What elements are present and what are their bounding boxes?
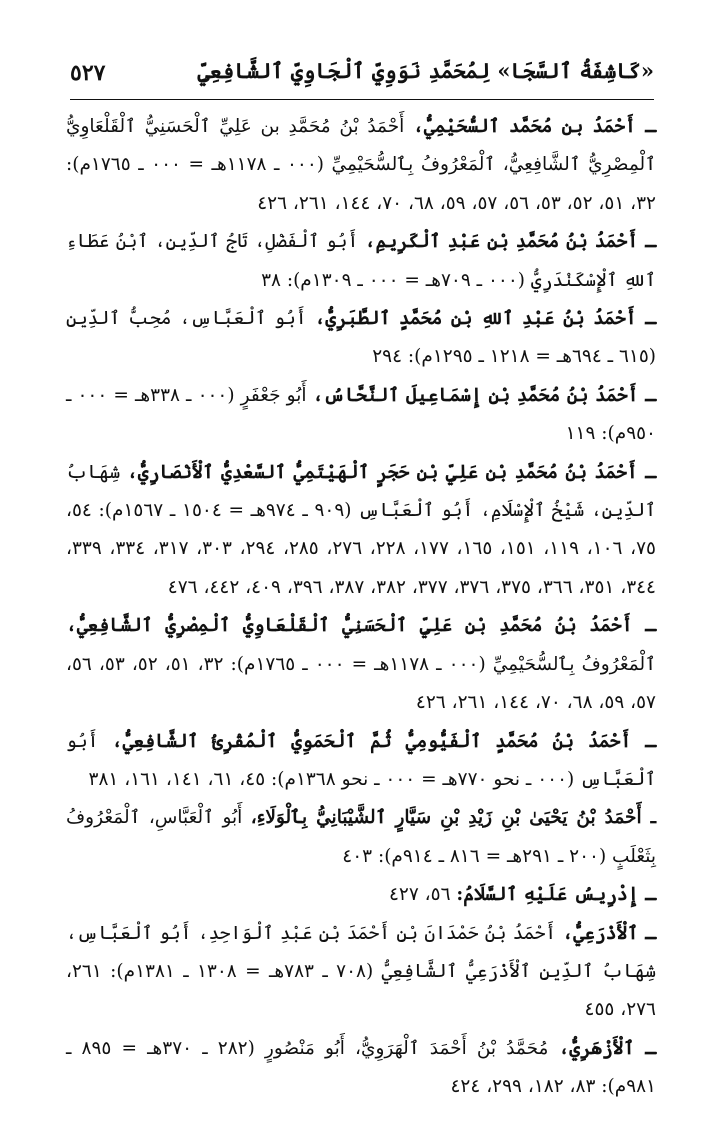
- entry-name: أَحْمَدُ بْنُ مُحَمَّدِ بْنِ إِسْمَاعِيلَ ٱلنَّحَّاسُ،: [312, 384, 639, 406]
- index-entry: ـ أَحْمَدُ بْنُ مُحَمَّدِ بْنِ عَلِيِّ ٱلْحَسَنِيُّ ٱلْقَلْعَاوِيُّ ٱلْمِصْرِيُّ ٱلشَّافِعِيُّ، ٱلْمَعْرُوفُ بِٱلسُّحَيْمِيِّ (٠٠٠ ـ ١١٧٨هـ = ٠٠٠ ـ ١٧٦٥م): ٣٢، ٥١، ٥٢، ٥٣، ٥٦، ٥٧، ٥٩، ٦٨، ٧٠، ١٤٤، ٢٦١، ٤٢٦: [66, 615, 657, 714]
- entry-text: ٥٦، ٤٢٧: [388, 884, 451, 906]
- index-entry: ـ ٱلْأَزْهَرِيُّ، مُحَمَّدُ بْنُ أَحْمَدَ ٱلْهَرَوِيُّ، أَبُو مَنْصُورٍ (٢٨٢ ـ ٣٧٠هـ = ٨٩٥ ـ ٩٨١م): ٨٣، ١٨٢، ٢٩٩، ٤٢٤: [66, 1037, 656, 1098]
- index-entry: ـ أَحْمَدُ بْنُ مُحَمَّدٍ ٱلْفَيُّومِيُّ ثُمَّ ٱلْحَمَوِيُّ ٱلْمُقْرِئُ ٱلشَّافِعِيُّ، أَبُو ٱلْعَبَّاسِ (٠٠٠ ـ نحو ٧٧٠هـ = ٠٠٠ ـ نحو ١٣٦٨م): ٤٥، ٦١، ١٤١، ١٦١، ٣٨١: [66, 730, 656, 790]
- entry-name: أَحْمَدُ بْنُ عَبْدِ ٱللهِ بْنِ مُحَمَّدٍ ٱلطَّبَرِيُّ،: [314, 308, 637, 330]
- entry-text: أَبُو ٱلْعَبَّاسِ (٠٠٠ ـ نحو ٧٧٠هـ = ٠٠٠ ـ نحو ١٣٦٨م): ٤٥، ٦١، ١٤١، ١٦١، ٣٨١: [66, 730, 656, 790]
- entry-name: أَحْمَدُ بْنُ مُحَمَّدِ بْنِ عَلِيِّ بْنِ حَجَرٍ ٱلْهَيْتَمِيُّ ٱلسَّعْدِيُّ ٱلْأَنْصَارِيُّ،: [127, 461, 638, 483]
- entry-name: إِدْرِيسُ عَلَيْهِ ٱلسَّلَامُ:: [456, 884, 639, 906]
- entry-name: أَحْمَدُ بْنُ مُحَمَّدِ بْنِ عَلِيِّ ٱلْحَسَنِيُّ ٱلْقَلْعَاوِيُّ ٱلْمِصْرِيُّ ٱلشَّافِعِيُّ،: [66, 615, 633, 637]
- index-entry: ـ أَحْمَدُ بْنُ عَبْدِ ٱللهِ بْنِ مُحَمَّدٍ ٱلطَّبَرِيُّ، أَبُو ٱلْعَبَّاسِ، مُحِبُّ ٱلدِّينِ (٦١٥ ـ ٦٩٤هـ = ١٢١٨ ـ ١٢٩٥م): ٢٩٤: [66, 308, 656, 368]
- page-number: ٥٢٧: [70, 60, 106, 86]
- entry-name: ٱلْأَزْهَرِيُّ،: [558, 1037, 635, 1059]
- index-entry: ـ أَحْمَدُ بْنُ مُحَمَّدِ بْنِ عَبْدِ ٱلْكَرِيمِ، أَبُو ٱلْفَضْلِ، تَاجُ ٱلدِّينِ، ٱبْنُ عَطَاءِ ٱللهِ ٱلْإِسْكَنْدَرِيُّ (٠٠٠ ـ ٧٠٩هـ = ٠٠٠ ـ ١٣٠٩م): ٣٨: [66, 231, 657, 291]
- index-entry: ـ ٱلْأَذْرَعِيُّ، أَحْمَدُ بْنُ حَمْدَانَ بْنِ أَحْمَدَ بْنِ عَبْدِ ٱلْوَاحِدِ، أَبُو ٱلْعَبَّاسِ، شِهَابُ ٱلدِّينِ ٱلْأَذْرَعِيُّ ٱلشَّافِعِيُّ (٧٠٨ ـ ٧٨٣هـ = ١٣٠٨ ـ ١٣٨١م): ٢٦١، ٢٧٦، ٤٥٥: [66, 922, 656, 1021]
- entry-text: شِهَابُ ٱلدِّينِ، شَيْخُ ٱلْإِسْلَامِ، أَبُو ٱلْعَبَّاسِ (٩٠٩ ـ ٩٧٤هـ = ١٥٠٤ ـ ١٥٦٧م): ٥٤، ٧٥، ١٠٦، ١١٩، ١٥١، ١٦٥، ١٧٧، ٢٢٨، ٢٧٦، ٢٨٥، ٢٩٤، ٣٠٣، ٣١٧، ٣٣٤، ٣٣٩، ٣٤٤، ٣٥١، ٣٦٦، ٣٧٥، ٣٧٦، ٣٧٧، ٣٨٢، ٣٨٧، ٣٩٦، ٤٠٩، ٤٤٢، ٤٧٦: [66, 461, 656, 598]
- entry-text: أَبُو جَعْفَرٍ (٠٠٠ ـ ٣٣٨هـ = ٠٠٠ ـ ٩٥٠م): ١١٩: [66, 384, 656, 445]
- entry-name: أَحْمَدُ بْنُ يَحْيَىٰ بْنِ زَيْدِ بْنِ سَيَّارٍ ٱلشَّيْبَانِيُّ بِٱلْوَلَاءِ،: [250, 807, 642, 829]
- entry-name: ٱلْأَذْرَعِيُّ،: [562, 922, 639, 944]
- entry-name: أَحْمَدُ بْنُ مُحَمَّدِ بْنِ عَبْدِ ٱلْكَرِيمِ،: [364, 231, 639, 253]
- page-header: [70, 58, 654, 98]
- entry-text: ٱلْمَعْرُوفُ بِٱلسُّحَيْمِيِّ (٠٠٠ ـ ١١٧٨هـ = ٠٠٠ ـ ١٧٦٥م): ٣٢، ٥١، ٥٢، ٥٣، ٥٦، ٥٧، ٥٩، ٦٨، ٧٠، ١٤٤، ٢٦١، ٤٢٦: [66, 653, 656, 714]
- index-entry: ـ أَحْمَدُ بْنُ مُحَمَّدِ بْنِ إِسْمَاعِيلَ ٱلنَّحَّاسُ، أَبُو جَعْفَرٍ (٠٠٠ ـ ٣٣٨هـ = ٠٠٠ ـ ٩٥٠م): ١١٩: [66, 384, 656, 445]
- index-entry: ـ أَحْمَدُ بْنُ مُحَمَّدِ بْنِ عَلِيِّ بْنِ حَجَرٍ ٱلْهَيْتَمِيُّ ٱلسَّعْدِيُّ ٱلْأَنْصَارِيُّ، شِهَابُ ٱلدِّينِ، شَيْخُ ٱلْإِسْلَامِ، أَبُو ٱلْعَبَّاسِ (٩٠٩ ـ ٩٧٤هـ = ١٥٠٤ ـ ١٥٦٧م): ٥٤، ٧٥، ١٠٦، ١١٩، ١٥١، ١٦٥، ١٧٧، ٢٢٨، ٢٧٦، ٢٨٥، ٢٩٤، ٣٠٣، ٣١٧، ٣٣٤، ٣٣٩، ٣٤٤، ٣٥١، ٣٦٦، ٣٧٥، ٣٧٦، ٣٧٧، ٣٨٢، ٣٨٧، ٣٩٦، ٤٠٩، ٤٤٢، ٤٧٦: [66, 461, 656, 598]
- entry-name: أَحْمَدُ بن مُحَمَّد ٱلسُّحَيْمِيُّ،: [413, 116, 636, 137]
- index-entry: ـ إِدْرِيسُ عَلَيْهِ ٱلسَّلَامُ: ٥٦، ٤٢٧: [388, 884, 656, 906]
- entry-name: أَحْمَدُ بْنُ مُحَمَّدٍ ٱلْفَيُّومِيُّ ثُمَّ ٱلْحَمَوِيُّ ٱلْمُقْرِئُ ٱلشَّافِعِيُّ،: [111, 730, 632, 752]
- entry-text: أَبُو ٱلْفَضْلِ، تَاجُ ٱلدِّينِ، ٱبْنُ عَطَاءِ ٱللهِ ٱلْإِسْكَنْدَرِيُّ (٠٠٠ ـ ٧٠٩هـ = ٠٠٠ ـ ١٣٠٩م): ٣٨: [66, 231, 656, 291]
- index-entry: ـ أَحْمَدُ بن مُحَمَّد ٱلسُّحَيْمِيُّ، أَحْمَدُ بْنُ مُحَمَّدِ بن عَلِيِّ ٱلْحَسَنِيُّ ٱلْقَلْعَاوِيُّ ٱلْمِصْرِيُّ ٱلشَّافِعِيُّ، ٱلْمَعْرُوفُ بِٱلسُّحَيْمِيِّ (٠٠٠ ـ ١١٧٨هـ = ٠٠٠ ـ ١٧٦٥م): ٣٢، ٥١، ٥٢، ٥٣، ٥٦، ٥٧، ٥٩، ٦٨، ٧٠، ١٤٤، ٢٦١، ٤٢٦: [66, 116, 656, 214]
- running-title: «كَاشِفَةُ ٱلسَّجَا» لِمُحَمَّدِ نَوَوِيِّ ٱلْجَاوِيِّ ٱلشَّافِعِيِّ: [197, 58, 654, 83]
- entry-text: أَبُو ٱلْعَبَّاسِ، مُحِبُّ ٱلدِّينِ (٦١٥ ـ ٦٩٤هـ = ١٢١٨ ـ ١٢٩٥م): ٢٩٤: [66, 308, 656, 368]
- entry-text: مُحَمَّدُ بْنُ أَحْمَدَ ٱلْهَرَوِيُّ، أَبُو مَنْصُورٍ (٢٨٢ ـ ٣٧٠هـ = ٨٩٥ ـ ٩٨١م): ٨٣، ١٨٢، ٢٩٩، ٤٢٤: [66, 1037, 656, 1098]
- header-rule: [70, 99, 654, 100]
- index-entries: [66, 108, 656, 1107]
- entry-text: أَبُو ٱلْعَبَّاسِ، ٱلْمَعْرُوفُ بِثَعْلَبٍ (٢٠٠ ـ ٢٩١هـ = ٨١٦ ـ ٩١٤م): ٤٠٣: [66, 807, 656, 867]
- index-entry: ـ أَحْمَدُ بْنُ يَحْيَىٰ بْنِ زَيْدِ بْنِ سَيَّارٍ ٱلشَّيْبَانِيُّ بِٱلْوَلَاءِ، أَبُو ٱلْعَبَّاسِ، ٱلْمَعْرُوفُ بِثَعْلَبٍ (٢٠٠ ـ ٢٩١هـ = ٨١٦ ـ ٩١٤م): ٤٠٣: [66, 807, 656, 867]
- entry-text: أَحْمَدُ بْنُ مُحَمَّدِ بن عَلِيِّ ٱلْحَسَنِيُّ ٱلْقَلْعَاوِيُّ ٱلْمِصْرِيُّ ٱلشَّافِعِيُّ، ٱلْمَعْرُوفُ بِٱلسُّحَيْمِيِّ (٠٠٠ ـ ١١٧٨هـ = ٠٠٠ ـ ١٧٦٥م): ٣٢، ٥١، ٥٢، ٥٣، ٥٦، ٥٧، ٥٩، ٦٨، ٧٠، ١٤٤، ٢٦١، ٤٢٦: [66, 116, 656, 214]
- entry-text: أَحْمَدُ بْنُ حَمْدَانَ بْنِ أَحْمَدَ بْنِ عَبْدِ ٱلْوَاحِدِ، أَبُو ٱلْعَبَّاسِ، شِهَابُ ٱلدِّينِ ٱلْأَذْرَعِيُّ ٱلشَّافِعِيُّ (٧٠٨ ـ ٧٨٣هـ = ١٣٠٨ ـ ١٣٨١م): ٢٦١، ٢٧٦، ٤٥٥: [66, 922, 656, 1021]
